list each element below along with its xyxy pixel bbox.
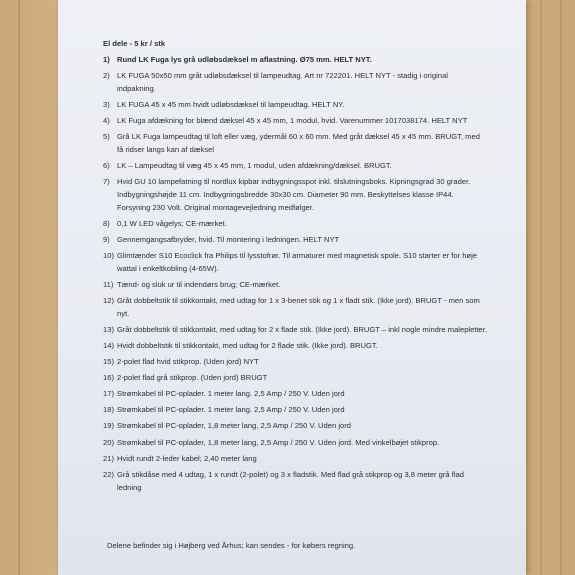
item-number: 5): [103, 132, 110, 142]
list-item: [103, 176, 488, 214]
item-number: 9): [103, 234, 110, 244]
item-text: LK FUGA 50x50 mm gråt udløbsdæksel til lampeudtag. Art nr 722201. HELT NYT - stadig i original indpakning.: [117, 71, 448, 93]
item-text: Gråt dobbeltstik til stikkontakt, med udtag for 1 x 3-benet stik og 1 x fladt stik. (Ikke jord). BRUGT - men som nyt.: [117, 296, 480, 318]
item-number: 14): [103, 341, 114, 350]
item-text: Grå stikdåse med 4 udtag, 1 x rundt (2-polet) og 3 x fladstik. Med flad grå stikprop og 3,8 meter grå flad ledning: [117, 469, 464, 492]
item-text: Rund LK Fuga lys grå udløbsdæksel m aflastning. Ø75 mm. HELT NYT.: [117, 55, 372, 64]
item-number: 8): [103, 218, 110, 228]
item-number: 22): [103, 469, 114, 479]
list-item: [103, 234, 488, 247]
list-item: [103, 295, 488, 321]
list-item: [103, 437, 488, 450]
item-number: 3): [103, 99, 110, 109]
item-list: [103, 54, 488, 498]
item-text: Glimtænder S10 Ecoclick fra Philips til lysstofrør. Til armaturer med magnetisk spole. S10 starter er for høje wattal i enkeltkobling (4-65W).: [117, 251, 477, 273]
item-number: 16): [103, 373, 114, 383]
item-number: 2): [103, 71, 110, 81]
item-number: 4): [103, 116, 110, 126]
list-item: [103, 279, 488, 292]
list-item: [103, 160, 488, 173]
paper-sheet: [58, 0, 526, 575]
item-number: 1): [103, 55, 110, 64]
list-item: [103, 54, 488, 67]
item-number: 12): [103, 296, 114, 306]
item-number: 10): [103, 251, 114, 261]
list-item: [103, 250, 488, 276]
wood-grain: [540, 0, 542, 575]
list-item: [103, 420, 488, 433]
item-text: Gennemgangsafbryder, hvid. Til montering i ledningen. HELT NYT: [117, 234, 340, 244]
item-text: Hvidt rundt 2-leder kabel; 2,40 meter lang: [117, 453, 257, 463]
item-text: Strømkabel til PC-oplader. 1 meter lang. 2,5 Amp / 250 V. Uden jord: [117, 405, 345, 415]
item-number: 15): [103, 357, 114, 367]
item-number: 18): [103, 405, 114, 415]
item-text: LK FUGA 45 x 45 mm hvidt udløbsdæksel til lampeudtag. HELT NY.: [117, 99, 345, 109]
item-number: 7): [103, 177, 110, 187]
item-number: 6): [103, 161, 110, 171]
item-text: Strømkabel til PC-oplader. 1 meter lang. 2,5 Amp / 250 V. Uden jord: [117, 389, 345, 399]
item-text: LK Fuga afdækning for blænd dæksel 45 x 45 mm, 1 modul, hvid. Varenummer 1017038174. HELT NYT: [117, 116, 468, 126]
list-item: [103, 340, 488, 353]
list-item: [103, 115, 488, 128]
footer-note: Delene befinder sig i Højberg ved Århus; kan sendes - for købers regning.: [107, 541, 356, 550]
item-text: Hvid GU 10 lampefatning til nordlux kipbar indbygningsspot inkl. tilslutningsboks. Kipningsgrad 30 grader. Indbygningshøjde 11 cm. Indbygningsbredde 30x30 cm. Diameter 90 mm. Beskyttelses klasse IP44. Forsyning 230 Volt. Original montagevejledning medfølger.: [117, 177, 471, 212]
wood-grain: [18, 0, 20, 575]
item-number: 11): [103, 279, 114, 289]
document-title: El dele - 5 kr / stk: [103, 39, 166, 48]
item-text: LK – Lampeudtag til væg 45 x 45 mm, 1 modul, uden afdækning/dæksel. BRUGT.: [117, 161, 392, 171]
list-item: [103, 388, 488, 401]
wood-grain: [560, 0, 562, 575]
item-text: Strømkabel til PC-oplader, 1,8 meter lang, 2,5 Amp / 250 V. Uden jord: [117, 421, 351, 431]
item-text: Tænd- og sluk ur til indendørs brug; CE-mærket.: [117, 279, 281, 289]
list-item: [103, 99, 488, 112]
item-text: 0,1 W LED vågelys; CE-mærket.: [117, 218, 227, 228]
list-item: [103, 131, 488, 157]
item-number: 21): [103, 453, 114, 463]
list-item: [103, 453, 488, 466]
item-text: Grå LK Fuga lampeudtag til loft eller væg, ydermål 60 x 60 mm. Med gråt dæksel 45 x 45 mm. BRUGT, med få ridser langs kan af dæksel: [117, 132, 480, 154]
list-item: [103, 324, 488, 337]
item-text: 2-polet flad grå stikprop. (Uden jord) BRUGT: [117, 373, 268, 383]
list-item: [103, 356, 488, 369]
item-text: Hvidt dobbeltstik til stikkontakt, med udtag for 2 flade stik. (Ikke jord). BRUGT.: [117, 341, 378, 350]
list-item: [103, 70, 488, 96]
item-text: Strømkabel til PC-oplader, 1,8 meter lang, 2,5 Amp / 250 V. Uden jord. Med vinkelbøjet stikprop.: [117, 437, 440, 447]
list-item: [103, 469, 488, 495]
list-item: [103, 218, 488, 231]
list-item: [103, 372, 488, 385]
list-item: [103, 404, 488, 417]
item-text: Gråt dobbeltstik til stikkontakt, med udtag for 2 x flade stik. (Ikke jord). BRUGT – inkl nogle mindre malepletter.: [117, 324, 488, 334]
item-number: 20): [103, 437, 114, 447]
item-text: 2-polet flad hvid stikprop. (Uden jord) NYT: [117, 357, 259, 367]
item-number: 13): [103, 324, 114, 334]
item-number: 17): [103, 389, 114, 399]
item-number: 19): [103, 421, 114, 431]
